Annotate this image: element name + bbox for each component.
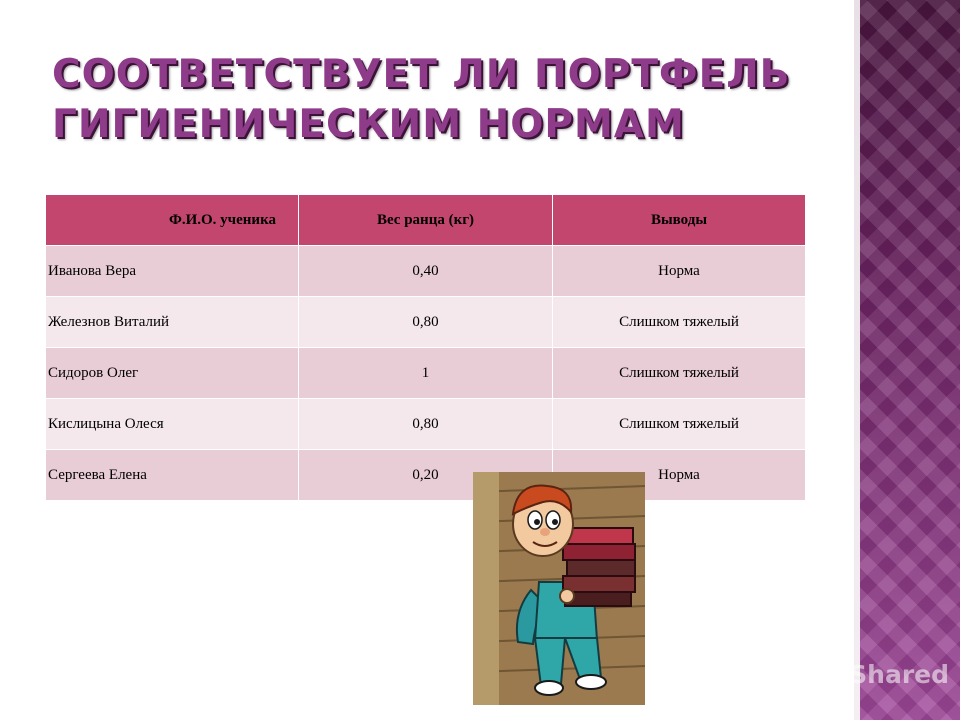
cell-weight: 0,80 [299, 297, 553, 348]
slide-title [52, 50, 842, 150]
header-student-name: Ф.И.О. ученика [46, 195, 299, 246]
title-line-2: ГИГИЕНИЧЕСКИМ НОРМАМ [52, 102, 685, 147]
watermark [768, 656, 949, 692]
cell-weight: 0,20 [299, 450, 553, 501]
cell-student-name: Сергеева Елена [46, 450, 299, 501]
header-conclusion: Выводы [553, 195, 806, 246]
table-row [46, 297, 806, 348]
cell-weight: 0,80 [299, 399, 553, 450]
cell-student-name: Сидоров Олег [46, 348, 299, 399]
cell-conclusion: Слишком тяжелый [553, 399, 806, 450]
cell-conclusion: Слишком тяжелый [553, 348, 806, 399]
cell-student-name: Иванова Вера [46, 246, 299, 297]
table-row [46, 399, 806, 450]
cell-student-name: Кислицына Олеся [46, 399, 299, 450]
cell-weight: 1 [299, 348, 553, 399]
cell-conclusion: Норма [553, 246, 806, 297]
cell-conclusion: Слишком тяжелый [553, 297, 806, 348]
watermark-text: MyShared [808, 659, 950, 689]
cell-weight: 0,40 [299, 246, 553, 297]
table-row [46, 246, 806, 297]
table-row [46, 450, 806, 501]
header-backpack-weight: Вес ранца (кг) [299, 195, 553, 246]
presentation-board-icon [768, 655, 802, 694]
backpack-weight-table [45, 194, 806, 501]
cell-conclusion: Норма [553, 450, 806, 501]
title-line-1: СООТВЕТСТВУЕТ ЛИ ПОРТФЕЛЬ [52, 52, 791, 97]
cell-student-name: Железнов Виталий [46, 297, 299, 348]
schoolboy-carrying-books-illustration [473, 472, 645, 705]
side-band-divider [854, 0, 860, 720]
table-row [46, 348, 806, 399]
table-header-row [46, 195, 806, 246]
decorative-side-band [854, 0, 960, 720]
